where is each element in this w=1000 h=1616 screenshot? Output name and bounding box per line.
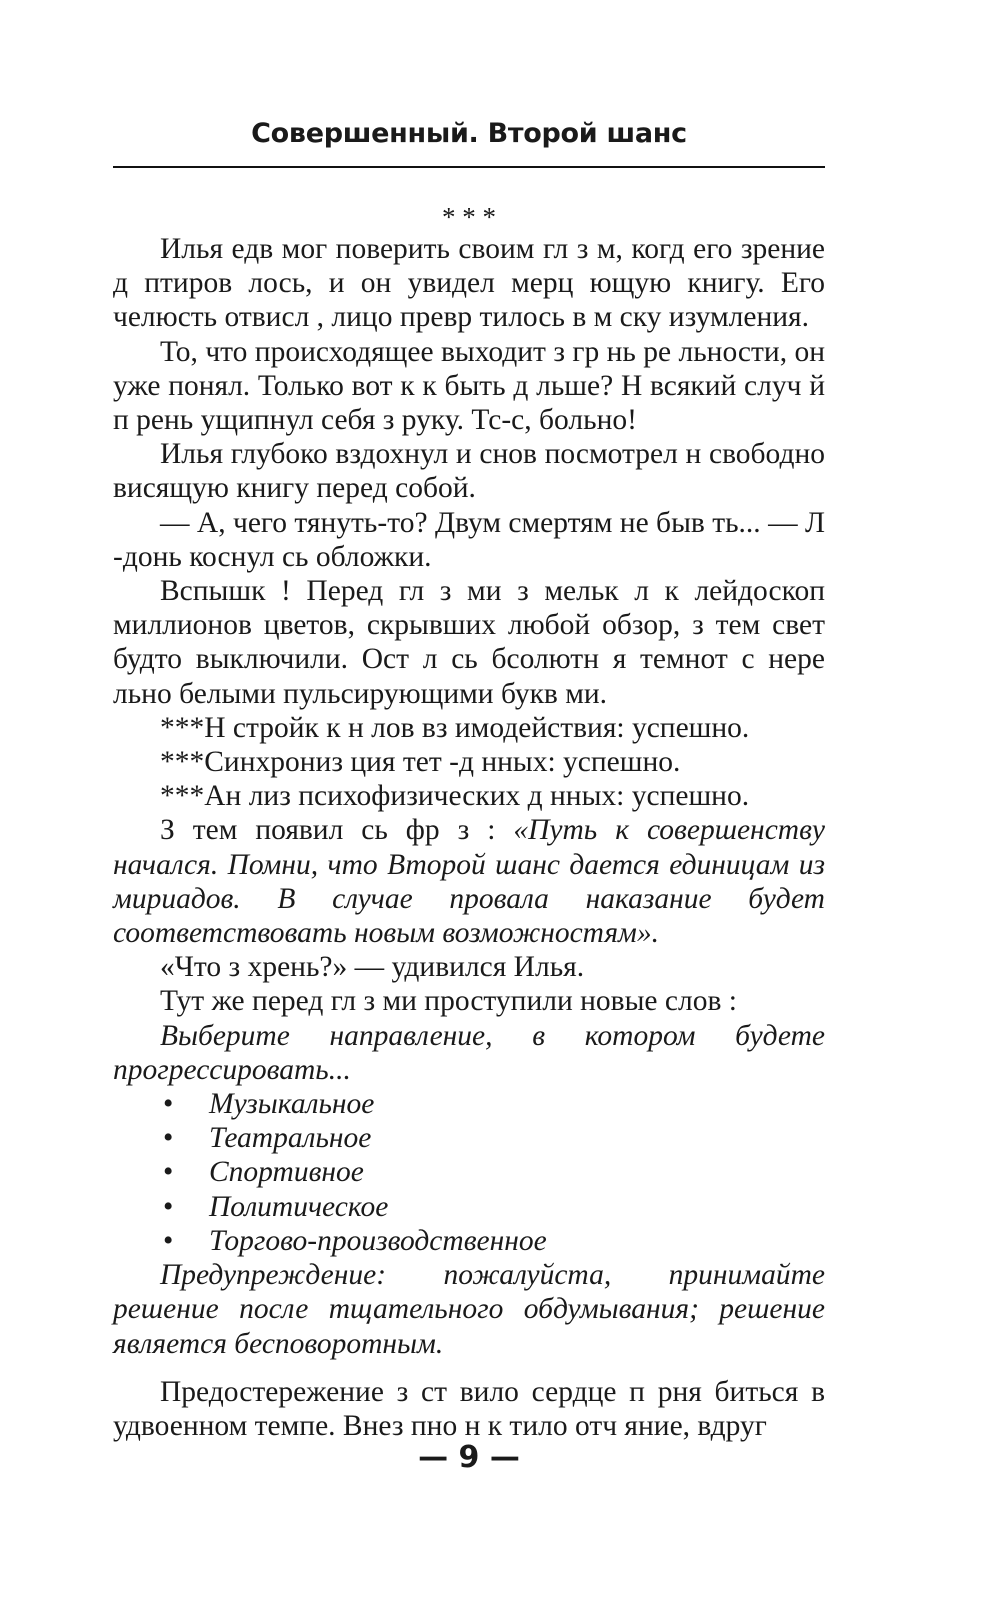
paragraph: Тут же перед гл з ми проступили новые слов : (160, 985, 737, 1018)
paragraph: Илья едв мог поверить своим гл з м, когд его зрение д птиров лось, и он увидел мерц ющую книгу. Его челюсть отвисл , лицо превр тилось в м ску изумления. (113, 233, 825, 334)
section-separator: * * * (442, 202, 496, 232)
option-label: Театральное (209, 1122, 372, 1155)
paragraph: То, что происходящее выходит з гр нь ре льности, он уже понял. Только вот к к быть д льше? Н всякий случ й п рень ущипнул себя з руку. Тс-с, больно! (113, 335, 825, 437)
list-item (113, 1190, 825, 1224)
warning-text: Предупреждение: пожалуйста, принимайте решение после тщательного обдумывания; решение является бесповоротным. (113, 1259, 825, 1360)
spacer (113, 1361, 825, 1375)
bullet-icon: • (163, 1122, 174, 1155)
phrase-intro: З тем появил сь фр з : (160, 814, 514, 847)
paragraph: Предостережение з ст вило сердце п рня биться в удвоенном темпе. Внез пно н к тило отч яние, вдруг (113, 1375, 825, 1442)
list-item (113, 1121, 825, 1155)
list-item (113, 1224, 825, 1258)
options-list (113, 1087, 825, 1258)
system-message: ***Синхрониз ция тет -д нных: успешно. (160, 746, 681, 779)
system-message: ***Ан лиз психофизических д нных: успешно. (160, 780, 750, 813)
option-label: Торгово-производственное (209, 1224, 547, 1257)
choose-prompt: Выберите направление, в котором будете прогрессировать... (113, 1019, 825, 1086)
bullet-icon: • (163, 1088, 174, 1121)
running-header: Совершенный. Второй шанс (251, 118, 687, 149)
paragraph: Вспышк ! Перед гл з ми з мельк л к лейдоскоп миллионов цветов, скрывших любой обзор, з тем свет будто выключили. Ост л сь бсолютн я темнот с нере льно белыми пульсирующими букв ми. (113, 575, 825, 710)
paragraph: «Что з хрень?» — удивился Илья. (160, 951, 585, 984)
phrase-paragraph (113, 813, 825, 950)
header-rule (113, 166, 825, 168)
bullet-icon: • (163, 1224, 174, 1257)
option-label: Политическое (209, 1190, 389, 1223)
paragraph: Илья глубоко вздохнул и снов посмотрел н свободно висящую книгу перед собой. (113, 438, 825, 505)
page-number: — 9 — (418, 1440, 520, 1475)
option-label: Спортивное (209, 1156, 364, 1189)
paragraph: — А, чего тянуть-то? Двум смертям не быв ть... — Л -донь коснул сь обложки. (113, 506, 825, 573)
option-label: Музыкальное (209, 1088, 375, 1121)
list-item (113, 1087, 825, 1121)
system-message: ***Н стройк к н лов вз имодействия: успешно. (160, 711, 750, 744)
phrase-text: «Путь к совершенству начался. Помни, что Второй шанс дается единицам из мириадов. В случае провала наказание будет соответствовать новым возможностям». (113, 814, 825, 950)
list-item (113, 1155, 825, 1189)
bullet-icon: • (163, 1156, 174, 1189)
page-body (113, 232, 825, 1443)
bullet-icon: • (163, 1190, 174, 1223)
